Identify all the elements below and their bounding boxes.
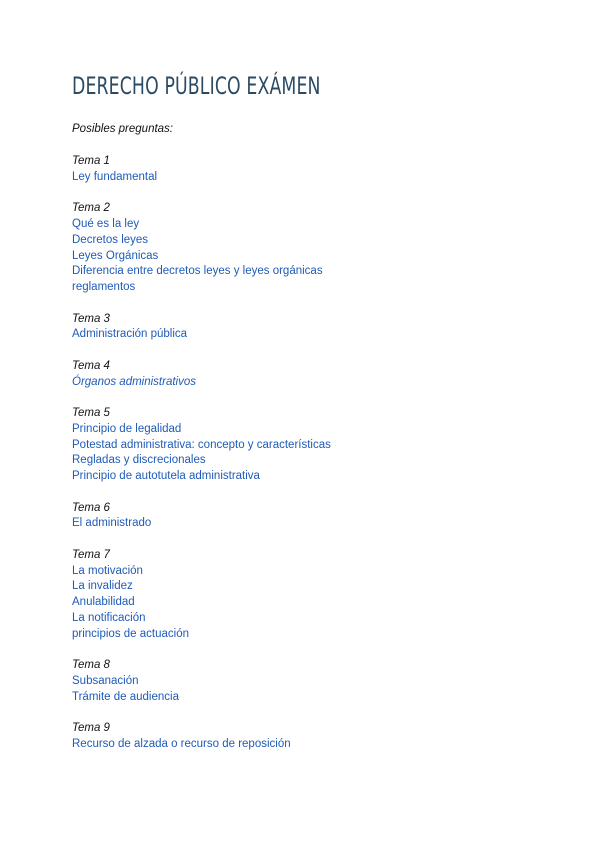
section-tema-2 xyxy=(72,201,552,296)
question-item: Ley fundamental xyxy=(72,170,158,183)
section-tema-1 xyxy=(72,154,552,186)
section-heading: Tema 7 xyxy=(72,548,110,561)
question-item: principios de actuación xyxy=(72,627,189,640)
question-item: Anulabilidad xyxy=(72,596,135,609)
document-title: DERECHO PÚBLICO EXÁMEN xyxy=(72,72,321,100)
section-heading: Tema 4 xyxy=(72,359,110,372)
section-heading: Tema 3 xyxy=(72,312,110,325)
section-heading: Tema 1 xyxy=(72,155,110,167)
section-tema-4 xyxy=(72,359,552,391)
section-tema-9 xyxy=(72,721,552,753)
question-item: Principio de autotutela administrativa xyxy=(72,470,260,483)
section-heading: Tema 8 xyxy=(72,659,110,672)
document-subtitle: Posibles preguntas: xyxy=(72,123,174,135)
question-item: Órganos administrativos xyxy=(72,375,196,388)
question-item: Administración pública xyxy=(72,328,188,341)
sections-list xyxy=(72,154,552,768)
question-item: Trámite de audiencia xyxy=(72,690,179,703)
question-item: Qué es la ley xyxy=(72,217,140,230)
section-tema-6 xyxy=(72,501,552,533)
section-heading: Tema 9 xyxy=(72,722,110,735)
question-item: La invalidez xyxy=(72,580,133,593)
question-item: La notificación xyxy=(72,611,146,624)
section-tema-7 xyxy=(72,548,552,643)
question-item: Diferencia entre decretos leyes y leyes orgánicas xyxy=(72,265,323,278)
section-tema-8 xyxy=(72,658,552,705)
question-item: Principio de legalidad xyxy=(72,422,182,435)
question-item: reglamentos xyxy=(72,281,136,294)
section-heading: Tema 5 xyxy=(72,406,110,419)
section-tema-5 xyxy=(72,406,552,485)
question-item: Potestad administrativa: concepto y características xyxy=(72,438,331,451)
question-item: Decretos leyes xyxy=(72,233,149,246)
question-item: La motivación xyxy=(72,564,143,577)
section-heading: Tema 2 xyxy=(72,202,110,215)
question-item: Leyes Orgánicas xyxy=(72,249,159,262)
question-item: Regladas y discrecionales xyxy=(72,454,206,467)
question-item: El administrado xyxy=(72,517,152,530)
section-heading: Tema 6 xyxy=(72,501,110,514)
section-tema-3 xyxy=(72,312,552,344)
question-item: Subsanación xyxy=(72,674,139,687)
question-item: Recurso de alzada o recurso de reposición xyxy=(72,737,291,750)
